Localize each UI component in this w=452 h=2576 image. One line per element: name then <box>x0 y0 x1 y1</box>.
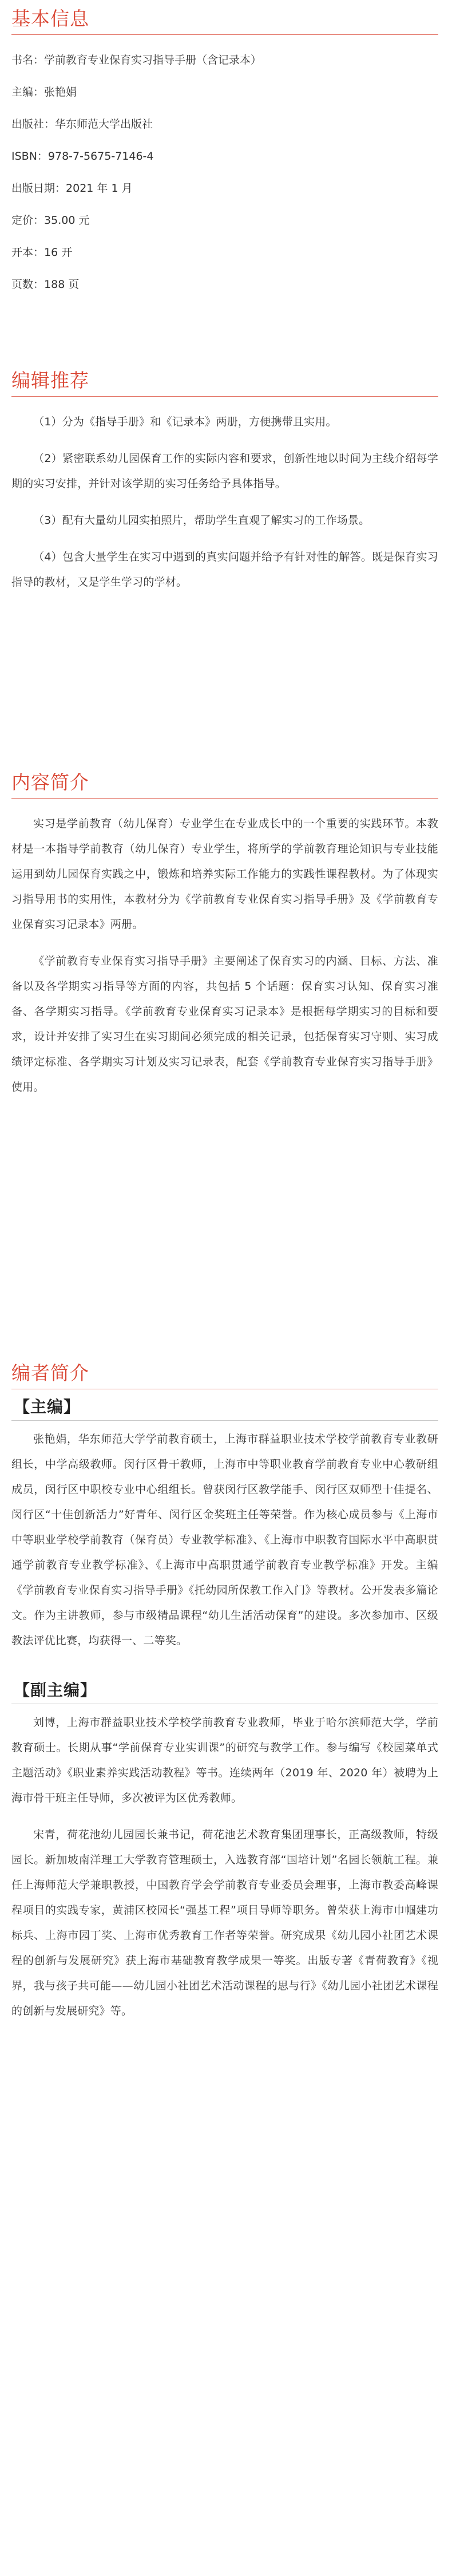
info-label: ISBN： <box>11 150 48 163</box>
info-row-editor <box>11 76 438 108</box>
chief-editor-divider <box>11 1420 438 1421</box>
recommend-paragraph: （3）配有大量幼儿园实拍照片，帮助学生直观了解实习的工作场景。 <box>33 514 370 527</box>
info-label: 主编： <box>11 86 45 98</box>
intro-paragraph: 《学前教育专业保育实习指导手册》主要阐述了保育实习的内涵、目标、方法、准备以及各学期实习指导等方面的内容，共包括 5 个话题：保育实习认知、保育实习准备、各学期实习指导。《学前教育专业保育实习记录本》是根据每学期实习的目标和要求，设计并安排了实习生在实习期间必须完成的相关记录，包括保育实习守则、实习成绩评定标准、各学期实习计划及实习记录表，配套《学前教育专业保育实习指导手册》使用。 <box>11 955 438 1093</box>
info-row-publisher <box>11 108 438 140</box>
content-intro-title: 内容简介 <box>11 771 89 793</box>
info-row-price <box>11 204 438 236</box>
chief-editor-paragraph: 张艳娟，华东师范大学学前教育硕士，上海市群益职业技术学校学前教育专业教研组长，中学高级教师。闵行区骨干教师，上海市中等职业教育学前教育专业中心教研组成员，闵行区中职校专业中心组组长。曾获闵行区教学能手、闵行区双师型十佳提名、闵行区“十佳创新活力”好青年、闵行区金奖班主任等荣誉。作为核心成员参与《上海市中等职业学校学前教育（保育员）专业教学标准》、《上海市中职教育国际水平中高职贯通学前教育专业教学标准》、《上海市中高职贯通学前教育专业教学标准》开发。主编《学前教育专业保育实习指导手册》《托幼园所保教工作入门》等教材。公开发表多篇论文。作为主讲教师，参与市级精品课程“幼儿生活活动保育”的建设。多次参加市、区级教法评优比赛，均获得一、二等奖。 <box>11 1433 438 1647</box>
content-intro-divider <box>11 798 438 799</box>
info-value: 华东师范大学出版社 <box>55 118 153 131</box>
deputy-editor-block <box>11 1681 438 2024</box>
intro-paragraph: 实习是学前教育（幼儿保育）专业学生在专业成长中的一个重要的实践环节。本教材是一本指导学前教育（幼儿保育）专业学生，将所学的学前教育理论知识与专业技能运用到幼儿园保育实践之中，锻炼和培养实际工作能力的实践性课程教材。为了体现实习指导用书的实用性，本教材分为《学前教育专业保育实习指导手册》及《学前教育专业保育实习记录本》两册。 <box>11 817 438 931</box>
info-row-format <box>11 236 438 268</box>
recommend-paragraph: （2）紧密联系幼儿园保育工作的实际内容和要求，创新性地以时间为主线介绍每学期的实习安排，并针对该学期的实习任务给予具体指导。 <box>11 452 438 490</box>
deputy-editor-heading: 【副主编】 <box>14 1681 97 1700</box>
chief-editor-heading: 【主编】 <box>14 1397 81 1416</box>
info-label: 定价： <box>11 214 45 227</box>
editor-recommend-divider <box>11 396 438 397</box>
info-row-isbn <box>11 140 438 172</box>
info-value: 35.00 元 <box>44 214 90 227</box>
info-value: 2021 年 1 月 <box>66 182 133 195</box>
info-value: 188 页 <box>44 278 80 291</box>
info-value: 978-7-5675-7146-4 <box>47 150 154 163</box>
info-label: 出版社： <box>11 118 55 131</box>
info-value: 张艳娟 <box>44 86 77 98</box>
info-label: 书名： <box>11 54 45 66</box>
basic-info-list <box>11 44 438 301</box>
info-row-title <box>11 44 438 76</box>
basic-info-section <box>11 8 438 301</box>
info-value: 16 开 <box>44 246 73 259</box>
deputy-editor-paragraph: 刘博，上海市群益职业技术学校学前教育专业教师，毕业于哈尔滨师范大学，学前教育硕士。长期从事“学前保育专业实训课”的研究与教学工作。参与编写《校园菜单式主题活动》《职业素养实践活动教程》等书。连续两年（2019 年、2020 年）被聘为上海市骨干班主任导师，多次被评为区优秀教师。 <box>11 1716 438 1804</box>
info-row-date <box>11 172 438 204</box>
content-intro-body <box>11 811 438 1100</box>
authors-section <box>11 1362 438 2024</box>
basic-info-title: 基本信息 <box>11 7 89 30</box>
editor-recommend-section <box>11 370 438 595</box>
info-row-pages <box>11 268 438 301</box>
authors-title: 编者简介 <box>11 1362 89 1384</box>
basic-info-divider <box>11 34 438 35</box>
info-label: 开本： <box>11 246 45 259</box>
deputy-editor-paragraph: 宋青，荷花池幼儿园园长兼书记，荷花池艺术教育集团理事长，正高级教师，特级园长。新加坡南洋理工大学教育管理硕士，入选教育部“国培计划”名园长领航工程。兼任上海师范大学兼职教授，中国教育学会学前教育专业委员会理事，上海市教委高峰课程项目的实践专家，黄浦区校园长“强基工程”项目导师等职务。曾荣获上海市巾帼建功标兵、上海市园丁奖、上海市优秀教育工作者等荣誉。研究成果《幼儿园小社团艺术课程的创新与发展研究》获上海市基础教育教学成果一等奖。出版专著《青荷教育》《视界，我与孩子共可能——幼儿园小社团艺术活动课程的思与行》《幼儿园小社团艺术课程的创新与发展研究》等。 <box>11 1828 438 2017</box>
chief-editor-block <box>11 1397 438 1653</box>
editor-recommend-title: 编辑推荐 <box>11 369 89 392</box>
recommend-paragraph: （4）包含大量学生在实习中遇到的真实问题并给予有针对性的解答。既是保育实习指导的教材，又是学生学习的学材。 <box>11 551 438 588</box>
info-label: 出版日期： <box>11 182 66 195</box>
info-label: 页数： <box>11 278 45 291</box>
recommend-paragraph: （1）分为《指导手册》和《记录本》两册，方便携带且实用。 <box>33 416 337 428</box>
editor-recommend-body <box>11 409 438 595</box>
content-intro-section <box>11 772 438 1100</box>
info-value: 学前教育专业保育实习指导手册（含记录本） <box>44 54 262 66</box>
